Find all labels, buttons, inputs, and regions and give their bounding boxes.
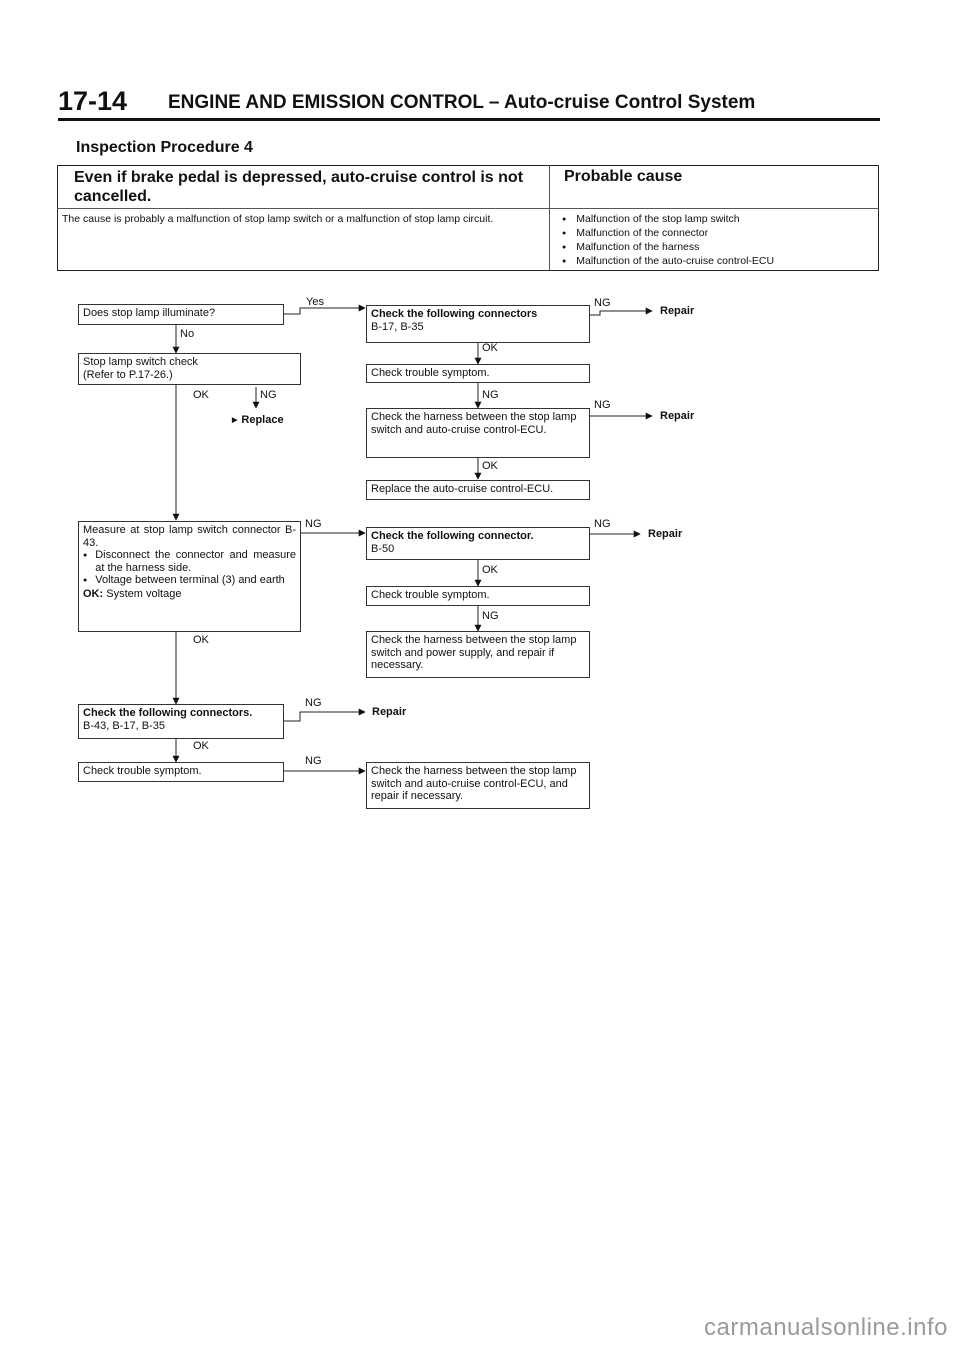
check-harness-ecu-text: Check the harness between the stop lamp switch and auto-cruise control-ECU. bbox=[371, 411, 577, 436]
check-trouble-1-text: Check trouble symptom. bbox=[371, 367, 490, 379]
symptom-title: Even if brake pedal is depressed, auto-cruise control is not cancelled. bbox=[74, 169, 524, 205]
watermark-text: carmanualsonline.info bbox=[704, 1314, 948, 1341]
ng-label: NG bbox=[594, 518, 611, 530]
measure-step-3-row bbox=[83, 574, 296, 588]
check-connectors-b17-title: Check the following connectors bbox=[371, 308, 538, 320]
check-harness-ecu-repair-text: Check the harness between the stop lamp switch and auto-cruise control-ECU, and repair if necessary. bbox=[371, 765, 577, 802]
check-connector-b50-box bbox=[366, 527, 590, 560]
replace-ecu-text: Replace the auto-cruise control-ECU. bbox=[371, 483, 554, 495]
stop-lamp-switch-check-box bbox=[78, 353, 301, 385]
check-harness-power-text: Check the harness between the stop lamp switch and power supply, and repair if necessary. bbox=[371, 634, 577, 671]
stop-lamp-question-text: Does stop lamp illuminate? bbox=[83, 307, 216, 319]
repair-label: Repair bbox=[660, 410, 695, 422]
measure-step-3: Voltage between terminal (3) and earth bbox=[95, 574, 285, 586]
check-connectors-b17-box bbox=[366, 305, 590, 343]
ng-label: NG bbox=[305, 518, 322, 530]
ng-label: NG bbox=[482, 389, 499, 401]
symptom-description: The cause is probably a malfunction of stop lamp switch or a malfunction of stop lamp circuit. bbox=[62, 213, 494, 225]
repair-label: Repair bbox=[660, 305, 695, 317]
measure-ok-value: System voltage bbox=[106, 587, 182, 600]
measure-step-1: Measure at stop lamp switch connector B-43. bbox=[83, 524, 296, 549]
probable-cause-item: ● Malfunction of the auto-cruise control-ECU bbox=[562, 255, 774, 269]
ng-label: NG bbox=[305, 697, 322, 709]
repair-label: Repair bbox=[648, 528, 683, 540]
ok-label: OK bbox=[482, 342, 498, 354]
probable-cause-item: ● Malfunction of the connector bbox=[562, 227, 774, 241]
check-trouble-left-text: Check trouble symptom. bbox=[83, 765, 202, 777]
check-connector-b50-list: B-50 bbox=[371, 542, 395, 555]
ok-label: OK bbox=[193, 634, 209, 646]
ok-label: OK bbox=[482, 460, 498, 472]
check-trouble-symptom-box-2 bbox=[366, 586, 590, 606]
ok-label: OK bbox=[193, 389, 209, 401]
check-connectors-b17-list: B-17, B-35 bbox=[371, 320, 424, 333]
measure-voltage-box bbox=[78, 521, 301, 632]
ok-label: OK bbox=[193, 740, 209, 752]
probable-cause-heading: Probable cause bbox=[564, 168, 683, 185]
measure-ok-row bbox=[83, 588, 296, 601]
measure-ok-label: OK: bbox=[83, 587, 104, 600]
replace-ecu-box bbox=[366, 480, 590, 500]
ng-label: NG bbox=[594, 399, 611, 411]
measure-step-2-row bbox=[83, 549, 296, 574]
switch-check-line-1: Stop lamp switch check bbox=[83, 356, 198, 368]
ng-label: NG bbox=[594, 297, 611, 309]
bullet-icon: ● bbox=[83, 577, 88, 584]
ok-label: OK bbox=[482, 564, 498, 576]
ng-label: NG bbox=[482, 610, 499, 622]
check-trouble-2-text: Check trouble symptom. bbox=[371, 589, 490, 601]
measure-step-2: Disconnect the connector and measure at the harness side. bbox=[95, 549, 296, 574]
check-connectors-b43-box bbox=[78, 704, 284, 739]
check-harness-ecu-box bbox=[366, 408, 590, 458]
page-title: ENGINE AND EMISSION CONTROL – Auto-cruise Control System bbox=[168, 92, 756, 113]
check-connectors-b43-list: B-43, B-17, B-35 bbox=[83, 719, 165, 732]
check-harness-power-box bbox=[366, 631, 590, 678]
section-title: Inspection Procedure 4 bbox=[76, 139, 253, 156]
ng-label: NG bbox=[260, 389, 277, 401]
check-connector-b50-title: Check the following connector. bbox=[371, 530, 534, 542]
no-label: No bbox=[180, 328, 195, 340]
check-trouble-symptom-left-box bbox=[78, 762, 284, 782]
bullet-icon: ● bbox=[83, 552, 88, 559]
yes-label: Yes bbox=[306, 296, 324, 308]
ng-label: NG bbox=[305, 755, 322, 767]
check-trouble-symptom-box-1 bbox=[366, 364, 590, 383]
switch-check-line-2: (Refer to P.17-26.) bbox=[83, 368, 173, 381]
check-harness-ecu-repair-box bbox=[366, 762, 590, 809]
check-connectors-b43-title: Check the following connectors. bbox=[83, 707, 253, 719]
probable-cause-item: ● Malfunction of the harness bbox=[562, 241, 774, 255]
repair-label: Repair bbox=[372, 706, 407, 718]
probable-cause-item: ● Malfunction of the stop lamp switch bbox=[562, 213, 774, 227]
page-number: 17-14 bbox=[58, 86, 128, 116]
stop-lamp-question-box bbox=[78, 304, 284, 325]
replace-label: ▶ Replace bbox=[232, 414, 284, 426]
